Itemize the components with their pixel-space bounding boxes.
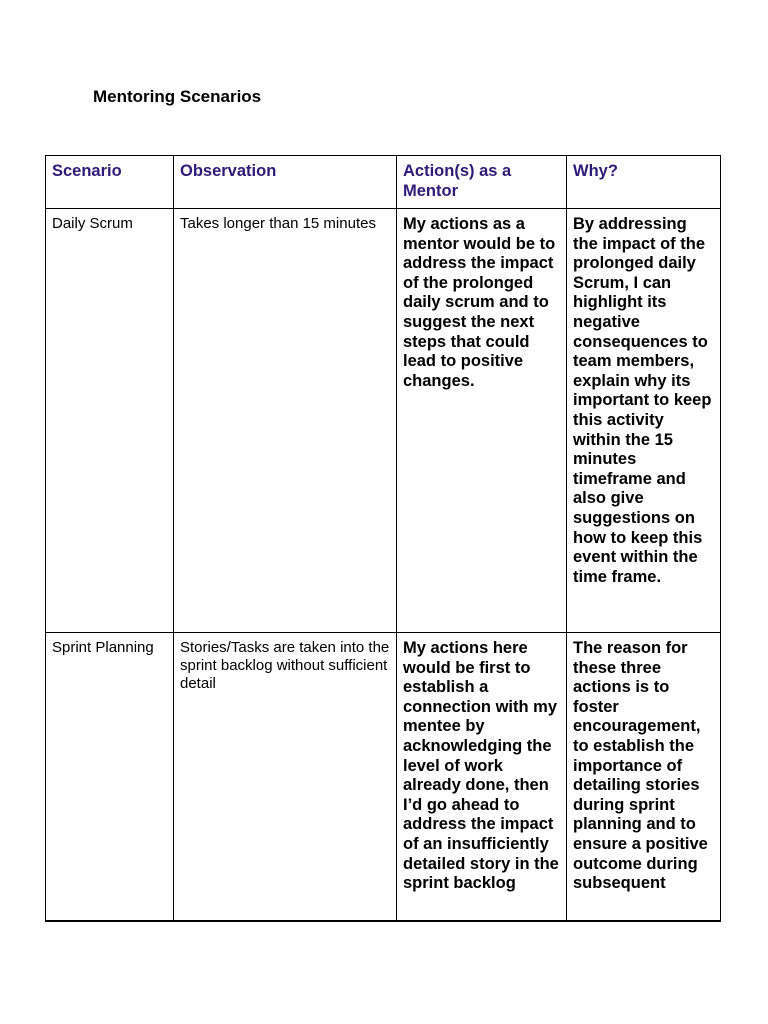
- document-title: Mentoring Scenarios: [93, 87, 262, 106]
- header-scenario: Scenario: [46, 156, 174, 209]
- table-row: [46, 209, 721, 633]
- table-row: [46, 633, 721, 921]
- cell-scenario: Daily Scrum: [46, 209, 174, 633]
- cell-actions: My actions as a mentor would be to address the impact of the prolonged daily scrum and to suggest the next steps that could lead to positive changes.: [397, 209, 567, 633]
- cell-actions: My actions here would be first to establish a connection with my mentee by acknowledging the level of work already done, then I’d go ahead to address the impact of an insufficiently detailed story in the sprint backlog: [397, 633, 567, 921]
- cell-why: The reason for these three actions is to foster encouragement, to establish the importance of detailing stories during sprint planning and to ensure a positive outcome during subsequent: [567, 633, 721, 921]
- cell-scenario: Sprint Planning: [46, 633, 174, 921]
- header-actions: Action(s) as a Mentor: [397, 156, 567, 209]
- table-header-row: [46, 156, 721, 209]
- scenarios-table: [45, 155, 721, 922]
- header-observation: Observation: [174, 156, 397, 209]
- cell-observation: Takes longer than 15 minutes: [174, 209, 397, 633]
- cell-why: By addressing the impact of the prolonged daily Scrum, I can highlight its negative consequences to team members, explain why its important to keep this activity within the 15 minutes timeframe and also give suggestions on how to keep this event within the time frame.: [567, 209, 721, 633]
- header-why: Why?: [567, 156, 721, 209]
- cell-observation: Stories/Tasks are taken into the sprint backlog without sufficient detail: [174, 633, 397, 921]
